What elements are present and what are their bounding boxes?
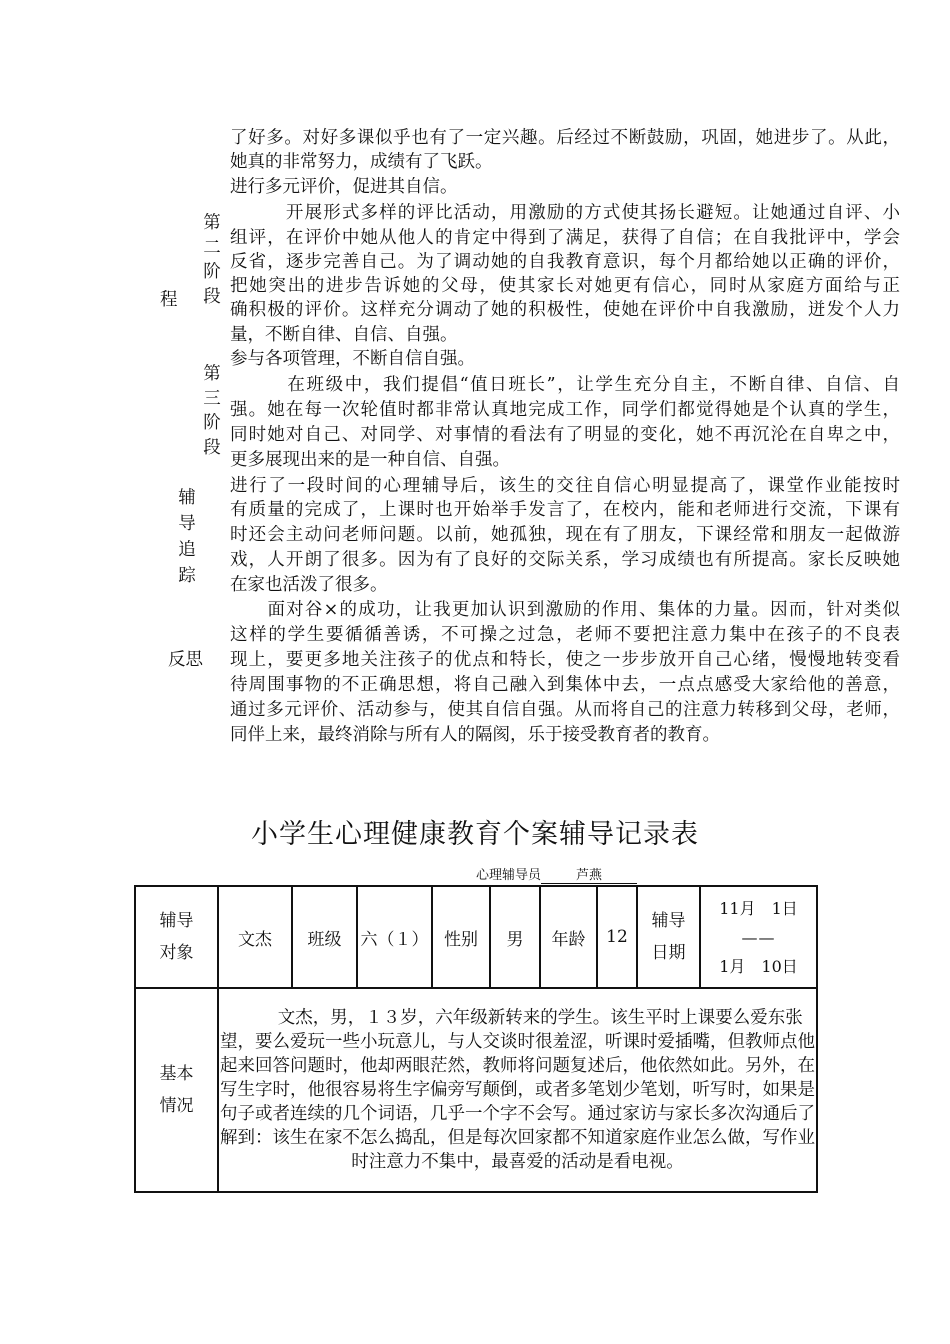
reflection-label: 反思 (168, 650, 203, 670)
text-line: 把她突出的进步告诉她的父母，使其家长对她更有信心，同时从家庭方面给与正 (230, 276, 900, 296)
student-name: 文杰 (218, 886, 292, 988)
date-label-cell: 辅导 日期 (637, 886, 700, 988)
record-table (134, 885, 818, 1193)
text-line: 参与各项管理，不断自信自强。 (230, 349, 475, 369)
basic-info-text: 文杰，男，１３岁，六年级新转来的学生。该生平时上课要么爱东张望，要么爱玩一些小玩意儿，与人交谈时很羞涩，听课时爱插嘴，但教师点他起来回答问题时，他却两眼茫然，教师将问题复述后，他依然如此。另外，在写生字时，他很容易将生字偏旁写颠倒，或者多笔划少笔划，听写时，如果是句子或者连续的几个词语，几乎一个字不会写。通过家访与家长多次沟通后了解到：该生在家不怎么捣乱，但是每次回家都不知道家庭作业怎么做，写作业时注意力不集中，最喜爱的活动是看电视。 (218, 988, 817, 1192)
text-line: 进行了一段时间的心理辅导后，该生的交往自信心明显提高了，课堂作业能按时 (230, 476, 900, 496)
stage-two-label: 第 二 阶 段 (203, 213, 221, 307)
table-row (135, 988, 817, 1192)
tracking-label: 辅 导 追 踪 (178, 488, 196, 586)
text-line: 反省，逐步完善自己。为了调动她的自我教育意识，每个月都给她以正确的评价， (230, 252, 900, 272)
text-line: 时还会主动问老师问题。以前，她孤独，现在有了朋友，下课经常和朋友一起做游 (230, 525, 900, 545)
date-separator: —— (741, 927, 776, 947)
text-line: 量，不断自律、自信、自强。 (230, 325, 458, 345)
basic-info-label-cell: 基本 情况 (135, 988, 218, 1192)
text-line: 在班级中，我们提倡“值日班长”，让学生充分自主，不断自律、自信、自 (230, 375, 900, 395)
text-line: 更多展现出来的是一种自信、自强。 (230, 450, 510, 470)
text-line: 这样的学生要循循善诱，不可操之过急，老师不要把注意力集中在孩子的不良表 (230, 625, 900, 645)
text-line: 确积极的评价。这样充分调动了她的积极性，使她在评价中自我激励，迸发个人力 (230, 300, 900, 320)
counselor-name: 芦燕 (541, 869, 637, 884)
text-line: 待周围事物的不正确思想，将自己融入到集体中去，一点点感受大家给他的善意， (230, 675, 900, 695)
text-line: 同时她对自己、对同学、对事情的看法有了明显的变化，她不再沉沦在自卑之中， (230, 425, 900, 445)
stage-three-label: 第 三 阶 段 (203, 364, 221, 458)
class-label: 班级 (292, 886, 357, 988)
table-row (135, 886, 817, 988)
text-line: 强。她在每一次轮值时都非常认真地完成工作，同学们都觉得她是个认真的学生， (230, 400, 900, 420)
age-value: 12 (597, 886, 637, 988)
subject-label-cell: 辅导 对象 (135, 886, 218, 988)
gender-value: 男 (490, 886, 540, 988)
form-title: 小学生心理健康教育个案辅导记录表 (251, 819, 699, 850)
date-range-cell (700, 886, 817, 988)
counselor-line (476, 864, 637, 884)
text-line: 开展形式多样的评比活动，用激励的方式使其扬长避短。让她通过自评、小 (230, 203, 900, 223)
text-line: 通过多元评价、活动参与，使其自信自强。从而将自己的注意力转移到父母，老师， (230, 700, 900, 720)
text-line: 戏，人开朗了很多。因为有了良好的交际关系，学习成绩也有所提高。家长反映她 (230, 550, 900, 570)
date-start: 11月 1日 (719, 898, 798, 918)
text-line: 组评，在评价中她从他人的肯定中得到了满足，获得了自信；在自我批评中，学会 (230, 228, 900, 248)
age-label: 年龄 (540, 886, 597, 988)
gender-label: 性别 (432, 886, 490, 988)
text-line: 现上，要更多地关注孩子的优点和特长，使之一步步放开自己心绪，慢慢地转变看 (230, 650, 900, 670)
class-value: 六（１） (357, 886, 432, 988)
text-line: 进行多元评价，促进其自信。 (230, 177, 458, 197)
counselor-label: 心理辅导员 (476, 868, 542, 883)
date-end: 1月 10日 (719, 956, 798, 976)
text-line: 在家也活泼了很多。 (230, 575, 388, 595)
text-line: 面对谷×的成功，让我更加认识到激励的作用、集体的力量。因而，针对类似 (230, 600, 900, 620)
text-line: 有质量的完成了，上课时也开始举手发言了，在校内，能和老师进行交流，下课有 (230, 500, 900, 520)
text-line: 她真的非常努力，成绩有了飞跃。 (230, 152, 493, 172)
process-label: 程 (160, 290, 178, 310)
text-line: 同伴上来，最终消除与所有人的隔阂，乐于接受教育者的教育。 (230, 725, 720, 745)
text-line: 了好多。对好多课似乎也有了一定兴趣。后经过不断鼓励，巩固，她进步了。从此， (230, 128, 900, 148)
